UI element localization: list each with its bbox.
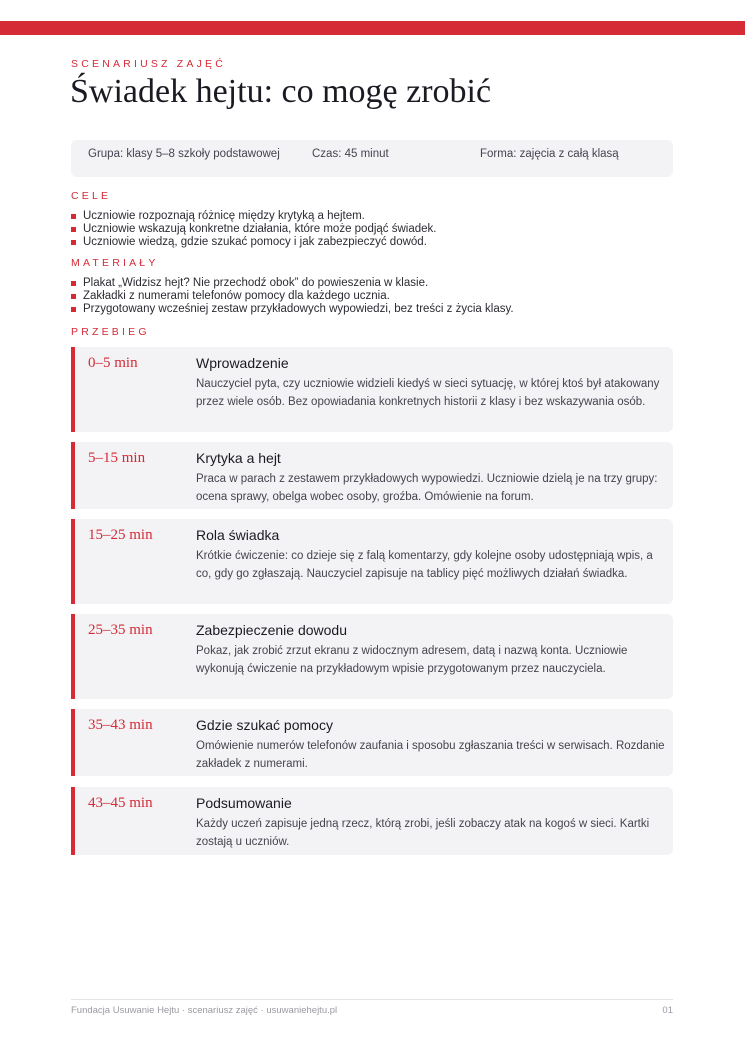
step-description: Omówienie numerów telefonów zaufania i sposobu zgłaszania treści w serwisach. Rozdanie zakładek z numerami. — [196, 740, 665, 770]
materials-heading: MATERIAŁY — [71, 257, 159, 269]
page-title: Świadek hejtu: co mogę zrobić — [70, 73, 492, 110]
bullet-icon — [71, 307, 76, 312]
bullet-icon — [71, 214, 76, 219]
goals-list — [71, 210, 436, 249]
goals-heading: CELE — [71, 190, 112, 202]
step-title: Krytyka a hejt — [196, 450, 281, 466]
step-title: Wprowadzenie — [196, 355, 289, 371]
bullet-icon — [71, 294, 76, 299]
bullet-icon — [71, 227, 76, 232]
step-time: 43–45 min — [88, 795, 153, 811]
list-item: Uczniowie wskazują konkretne działania, które może podjąć świadek. — [71, 223, 436, 236]
list-item: Przygotowany wcześniej zestaw przykładowych wypowiedzi, bez treści z życia klasy. — [71, 303, 514, 316]
course-step — [71, 347, 673, 432]
course-step — [71, 787, 673, 855]
page-number: 01 — [662, 1005, 673, 1016]
step-title: Gdzie szukać pomocy — [196, 717, 333, 733]
course-step — [71, 442, 673, 509]
step-description: Nauczyciel pyta, czy uczniowie widzieli kiedyś w sieci sytuację, w której ktoś był atakowany przez wiele osób. Bez opowiadania konkretnych historii z klasy i bez wskazywania osób. — [196, 378, 660, 408]
top-accent-bar — [0, 21, 745, 35]
step-time: 35–43 min — [88, 717, 153, 733]
step-description: Praca w parach z zestawem przykładowych wypowiedzi. Uczniowie dzielą je na trzy grupy: ocena sprawy, obelga wobec osoby, groźba. Omówienie na forum. — [196, 473, 658, 503]
bullet-icon — [71, 240, 76, 245]
footer-text: Fundacja Usuwanie Hejtu · scenariusz zajęć · usuwaniehejtu.pl — [71, 1005, 338, 1016]
info-form: Forma: zajęcia z całą klasą — [480, 148, 619, 160]
course-step — [71, 614, 673, 699]
list-item: Zakładki z numerami telefonów pomocy dla każdego ucznia. — [71, 290, 514, 303]
step-title: Zabezpieczenie dowodu — [196, 622, 347, 638]
step-description: Pokaz, jak zrobić zrzut ekranu z widocznym adresem, datą i nazwą konta. Uczniowie wykonują ćwiczenie na przykładowym wpisie przygotowanym przez nauczyciela. — [196, 645, 628, 675]
document-eyebrow: SCENARIUSZ ZAJĘĆ — [71, 58, 227, 70]
list-item: Plakat „Widzisz hejt? Nie przechodź obok” do powieszenia w klasie. — [71, 277, 514, 290]
info-group: Grupa: klasy 5–8 szkoły podstawowej — [88, 148, 280, 160]
course-step — [71, 709, 673, 776]
step-title: Rola świadka — [196, 527, 280, 543]
footer-divider — [71, 999, 673, 1000]
course-step — [71, 519, 673, 604]
step-description: Krótkie ćwiczenie: co dzieje się z falą komentarzy, gdy kolejne osoby udostępniają wpis, a co, gdy go zgłaszają. Nauczyciel zapisuje na tablicy pięć możliwych działań świadka. — [196, 550, 653, 580]
list-item: Uczniowie rozpoznają różnicę między krytyką a hejtem. — [71, 210, 436, 223]
info-bar — [71, 140, 673, 177]
step-description: Każdy uczeń zapisuje jedną rzecz, którą zrobi, jeśli zobaczy atak na kogoś w sieci. Kartki zostają u uczniów. — [196, 818, 650, 848]
list-item: Uczniowie wiedzą, gdzie szukać pomocy i jak zabezpieczyć dowód. — [71, 236, 436, 249]
step-time: 15–25 min — [88, 527, 153, 543]
course-heading: PRZEBIEG — [71, 326, 150, 338]
step-title: Podsumowanie — [196, 795, 292, 811]
step-time: 5–15 min — [88, 450, 146, 466]
bullet-icon — [71, 281, 76, 286]
materials-list — [71, 277, 514, 316]
info-time: Czas: 45 minut — [312, 148, 389, 160]
step-time: 25–35 min — [88, 622, 153, 638]
step-time: 0–5 min — [88, 355, 138, 371]
